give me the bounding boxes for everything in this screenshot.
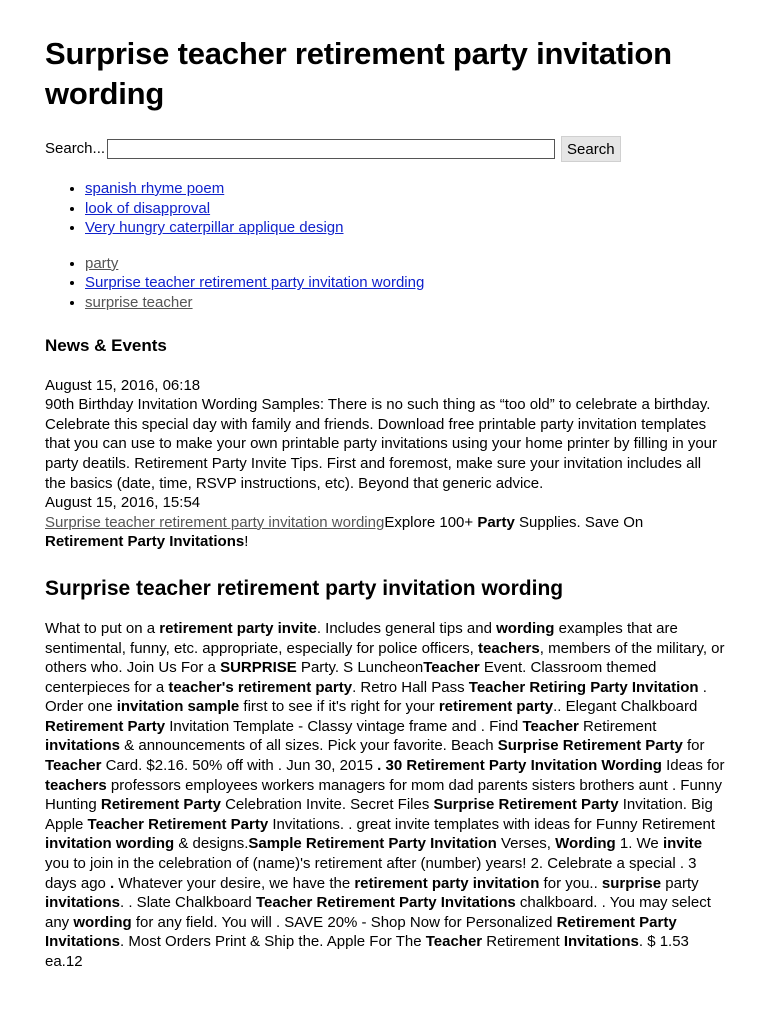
list-item bbox=[85, 273, 725, 293]
article-keyword: invite bbox=[662, 835, 703, 853]
article-text-run: professors employees workers managers for mom dad parents sisters brothers aunt . Funny Hunting bbox=[45, 776, 722, 814]
news-date-1: August 15, 2016, 06:18 bbox=[45, 376, 201, 394]
page-title: Surprise teacher retirement party invitation wording bbox=[45, 36, 672, 111]
breadcrumb-party[interactable]: party bbox=[85, 254, 119, 272]
article-text-run: . Order one bbox=[45, 678, 707, 716]
breadcrumb bbox=[45, 254, 725, 313]
breadcrumb-surprise-teacher[interactable]: surprise teacher bbox=[85, 293, 193, 311]
news-section bbox=[45, 376, 725, 552]
article-keyword: invitations bbox=[45, 894, 121, 912]
list-item bbox=[85, 179, 725, 199]
search-label: Search... bbox=[45, 140, 106, 158]
article-keyword: Invitations bbox=[563, 933, 639, 951]
article-keyword: Teacher bbox=[522, 717, 579, 735]
article-keyword: teacher's retirement party bbox=[168, 678, 353, 696]
article-keyword: teachers bbox=[45, 776, 107, 794]
article-text-run: Retirement bbox=[482, 933, 564, 951]
list-item bbox=[85, 199, 725, 219]
news-text-2c: Supplies. Save On bbox=[514, 513, 644, 531]
article-text-run: Invitation Template - Classy vintage frame and . Find bbox=[165, 717, 523, 735]
article-keyword: Wording bbox=[555, 835, 616, 853]
article-heading: Surprise teacher retirement party invitation wording bbox=[45, 576, 564, 600]
article-text-run: Card. $2.16. 50% off with . Jun 30, 2015 bbox=[101, 757, 378, 775]
article-text-run: Celebration Invite. Secret Files bbox=[220, 796, 434, 814]
news-text-1: 90th Birthday Invitation Wording Samples: There is no such thing as “too old” to celebrate a birthday. Celebrate this special day with family and friends. Download free printable party invitation templates that you can use to make your own printable party invitations using your home printer by filling in your party deatils. Retirement Party Invite Tips. First and foremost, make sure your invitation includes all the basics (date, time, RSVP instructions, etc). Beyond that generic advice. bbox=[45, 396, 718, 492]
article-text-run: Party. S Luncheon bbox=[296, 659, 424, 677]
article-keyword: invitation sample bbox=[116, 698, 240, 716]
article-keyword: wording bbox=[73, 913, 132, 931]
article-text-run: Invitation. Big Apple bbox=[45, 796, 713, 833]
article-text-run: . Most Orders Print & Ship the. Apple For The bbox=[120, 933, 426, 951]
article-keyword: Surprise Retirement Party bbox=[433, 796, 619, 814]
article-keyword: . bbox=[110, 874, 115, 892]
news-text-2a: Explore 100+ bbox=[384, 513, 478, 531]
article-text-run: . $ 1.53 ea.12 bbox=[45, 933, 689, 970]
article-text-run: party bbox=[661, 874, 699, 892]
search-form bbox=[45, 136, 725, 162]
article-text-run: What to put on a bbox=[45, 619, 160, 637]
article-text-run: . . Slate Chalkboard bbox=[120, 894, 256, 912]
article-keyword: Teacher Retirement Party bbox=[87, 815, 269, 833]
article-keyword: Teacher bbox=[45, 757, 102, 775]
article-keyword: invitation wording bbox=[45, 835, 175, 853]
article-keyword: wording bbox=[496, 619, 555, 637]
article-keyword: surprise bbox=[601, 874, 662, 892]
news-text-2e: ! bbox=[244, 533, 249, 551]
article-keyword: Sample Retirement Party Invitation bbox=[248, 835, 497, 853]
news-heading: News & Events bbox=[45, 335, 167, 355]
article-text-run: Whatever your desire, we have the bbox=[114, 874, 355, 892]
article-text-run: , members of the military, or others who. Join Us For a bbox=[45, 639, 725, 677]
article-text-run: you to join in the celebration of (name)'s retirement after (number) years! 2. Celebrate a special . 3 days ago bbox=[45, 855, 697, 892]
article-text-run: Ideas for bbox=[661, 757, 725, 775]
article-keyword: Surprise Retirement Party bbox=[497, 737, 683, 755]
article-paragraph bbox=[45, 619, 725, 972]
article-text-run: Event. Classroom themed centerpieces for a bbox=[45, 659, 657, 696]
search-button[interactable]: Search bbox=[561, 136, 621, 162]
article-keyword: . 30 Retirement Party Invitation Wording bbox=[377, 757, 662, 775]
article-body bbox=[45, 619, 725, 972]
article-text-run: for you.. bbox=[539, 874, 602, 892]
article-keyword: Retirement Party bbox=[100, 796, 221, 814]
article-text-run: Verses, bbox=[496, 835, 556, 853]
article-keyword: retirement party bbox=[438, 698, 554, 716]
article-text-run: .. Elegant Chalkboard bbox=[553, 698, 698, 716]
list-item bbox=[85, 218, 725, 238]
list-item bbox=[85, 254, 725, 274]
related-link-spanish-rhyme-poem[interactable]: spanish rhyme poem bbox=[85, 180, 225, 197]
list-item bbox=[85, 293, 725, 313]
article-text-run: first to see if it's right for your bbox=[239, 698, 439, 716]
article-text-run: . Includes general tips and bbox=[316, 619, 497, 637]
article-keyword: Retirement Party bbox=[45, 717, 166, 735]
news-text-2 bbox=[45, 513, 725, 552]
article-keyword: Teacher Retirement Party Invitations bbox=[255, 894, 516, 912]
article-text-run: . Retro Hall Pass bbox=[352, 678, 469, 696]
article-keyword: SURPRISE bbox=[220, 659, 297, 677]
news-link-2[interactable]: Surprise teacher retirement party invitation wording bbox=[45, 513, 385, 531]
article-keyword: invitations bbox=[45, 737, 121, 755]
search-input[interactable] bbox=[107, 139, 555, 159]
news-text-2b: Party bbox=[477, 513, 515, 531]
related-link-look-of-disapproval[interactable]: look of disapproval bbox=[85, 199, 211, 217]
article-text-run: 1. We bbox=[615, 835, 663, 853]
article-keyword: Teacher Retiring Party Invitation bbox=[468, 678, 699, 696]
article-keyword: teachers bbox=[478, 639, 540, 657]
breadcrumb-current[interactable]: Surprise teacher retirement party invitation wording bbox=[85, 274, 425, 292]
news-text-2d: Retirement Party Invitations bbox=[45, 533, 245, 551]
article-text-run: Retirement bbox=[578, 717, 657, 735]
article-keyword: retirement party invitation bbox=[354, 874, 540, 892]
article-text-run: for any field. You will . SAVE 20% - Shop Now for Personalized bbox=[131, 913, 557, 931]
article-text-run: Invitations. . great invite templates with ideas for Funny Retirement bbox=[268, 815, 716, 833]
article-text-run: for bbox=[682, 737, 705, 755]
article-keyword: Teacher bbox=[425, 933, 483, 951]
article-text-run: & designs. bbox=[174, 835, 249, 853]
article-text-run: examples that are sentimental, funny, etc. appropriate, especially for police officers, bbox=[45, 619, 678, 657]
article-keyword: Teacher bbox=[423, 659, 480, 677]
related-links bbox=[45, 179, 725, 238]
article-keyword: retirement party invite bbox=[159, 619, 317, 637]
article-text-run: & announcements of all sizes. Pick your favorite. Beach bbox=[120, 737, 498, 755]
related-link-caterpillar-applique[interactable]: Very hungry caterpillar applique design bbox=[85, 219, 344, 237]
article-keyword: Retirement Party Invitations bbox=[45, 913, 677, 951]
article-text-run: chalkboard. . You may select any bbox=[45, 894, 711, 931]
news-date-2: August 15, 2016, 15:54 bbox=[45, 494, 201, 512]
